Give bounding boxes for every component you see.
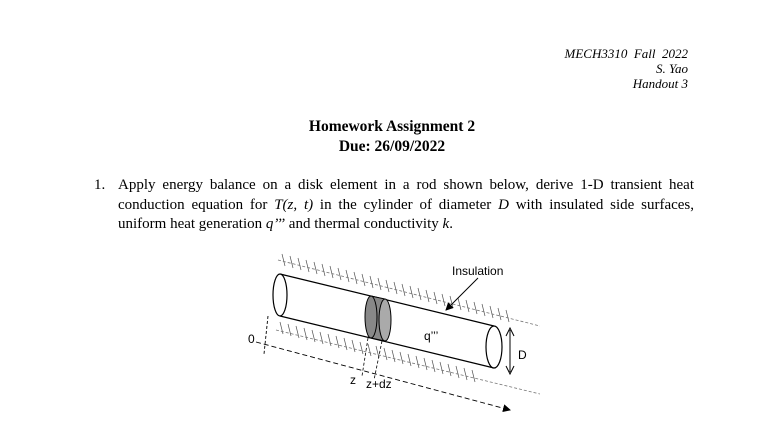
disk-element-back (379, 299, 391, 341)
question-text (118, 176, 694, 235)
question-text-part4: and thermal conductivity (285, 216, 443, 232)
heat-generation-label: q’’’ (424, 329, 439, 343)
zdz-label: z+dz (366, 377, 392, 391)
question-1 (94, 176, 694, 235)
insulation-label: Insulation (452, 264, 504, 278)
title-block (0, 117, 784, 157)
rod-figure (240, 250, 540, 420)
origin-label: 0 (248, 332, 255, 346)
insulation-pointer-arrow (446, 278, 478, 310)
variable-q: q’’’ (265, 216, 286, 232)
question-text-part3: with insulated side surfaces, uniform heat generation (118, 196, 695, 232)
rod-diagram (240, 250, 540, 420)
question-number: 1. (94, 177, 106, 193)
question-text-part5: . (449, 216, 453, 232)
course-meta (565, 46, 689, 91)
assignment-title: Homework Assignment 2 (308, 118, 476, 135)
z-label: z (350, 373, 356, 387)
z-marker (362, 338, 368, 376)
variable-T: T(z, t) (274, 196, 314, 213)
handout-number: Handout 3 (632, 76, 688, 91)
due-date: Due: 26/09/2022 (338, 138, 446, 155)
question-text-part1: Apply energy balance on a disk element in a rod shown below, derive 1-D transient heat conduction equation for (118, 177, 694, 213)
diameter-label: D (518, 348, 527, 362)
disk-element-front (365, 296, 377, 338)
variable-k: k (442, 216, 450, 232)
variable-D: D (498, 196, 509, 213)
rod-left-end (273, 274, 287, 316)
rod-right-end (486, 326, 502, 368)
origin-marker (264, 316, 268, 354)
course-code: MECH3310 Fall 2022 (564, 46, 688, 61)
instructor: S. Yao (655, 61, 688, 76)
question-text-part2: in the cylinder of diameter (313, 196, 499, 213)
